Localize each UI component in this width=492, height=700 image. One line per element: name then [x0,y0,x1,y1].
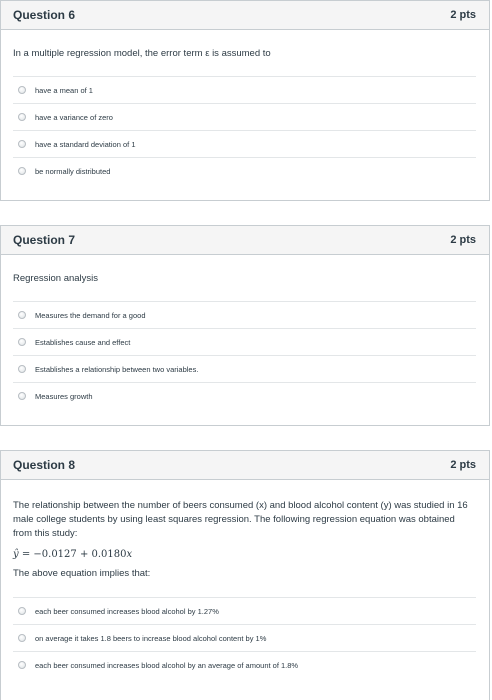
question-points: 2 pts [450,9,476,21]
question-followup: The above equation implies that: [13,568,151,579]
question-8-card [0,450,490,700]
regression-equation [13,549,476,560]
answer-label: each beer consumed increases blood alcohol by an average of amount of 1.8% [35,660,299,670]
answer-option[interactable] [13,328,476,355]
answer-list [13,76,476,184]
answer-option[interactable] [13,597,476,624]
question-6-card [0,0,490,201]
answer-option[interactable] [13,355,476,382]
radio-button-icon[interactable] [18,86,26,94]
question-prompt: Regression analysis [13,273,99,284]
radio-button-icon[interactable] [18,365,26,373]
equation-variable: x [126,549,133,560]
radio-button-icon[interactable] [18,661,26,669]
question-title: Question 6 [13,8,76,22]
radio-button-icon[interactable] [18,634,26,642]
answer-option[interactable] [13,157,476,184]
answer-label: on average it takes 1.8 beers to increase blood alcohol content by 1% [35,633,267,643]
question-prompt: In a multiple regression model, the error term ε is assumed to [13,48,271,59]
radio-button-icon[interactable] [18,140,26,148]
radio-button-icon[interactable] [18,167,26,175]
answer-label: Measures growth [35,391,93,401]
question-header [1,226,489,255]
answer-label: Measures the demand for a good [35,310,146,320]
question-header [1,1,489,30]
answer-label: Establishes cause and effect [35,337,131,347]
question-prompt: The relationship between the number of beers consumed (x) and blood alcohol content (y) was studied in 16 male college students by using least squares regression. The following regression equation was obtained from this study: [13,500,468,539]
answer-option[interactable] [13,624,476,651]
radio-button-icon[interactable] [18,311,26,319]
answer-list [13,301,476,409]
radio-button-icon[interactable] [18,607,26,615]
answer-label: each beer consumed increases blood alcohol by 1.27% [35,606,219,616]
answer-option[interactable] [13,103,476,130]
answer-label: Establishes a relationship between two variables. [35,364,199,374]
answer-label: have a mean of 1 [35,85,93,95]
question-title: Question 7 [13,233,76,247]
question-points: 2 pts [450,234,476,246]
answer-label: have a variance of zero [35,112,113,122]
question-title: Question 8 [13,458,76,472]
answer-option[interactable] [13,382,476,409]
radio-button-icon[interactable] [18,392,26,400]
answer-option[interactable] [13,651,476,678]
answer-option[interactable] [13,130,476,157]
question-7-card [0,225,490,426]
question-body [1,499,489,678]
equation-lhs: ŷ [13,549,19,560]
question-points: 2 pts [450,459,476,471]
radio-button-icon[interactable] [18,338,26,346]
question-body [1,272,489,409]
question-body [1,47,489,184]
radio-button-icon[interactable] [18,113,26,121]
answer-list [13,597,476,678]
answer-option[interactable] [13,301,476,328]
answer-option[interactable] [13,76,476,103]
question-header [1,451,489,480]
answer-label: be normally distributed [35,166,111,176]
equation-rhs: = −0.0127 + 0.0180 [21,549,127,560]
answer-label: have a standard deviation of 1 [35,139,136,149]
